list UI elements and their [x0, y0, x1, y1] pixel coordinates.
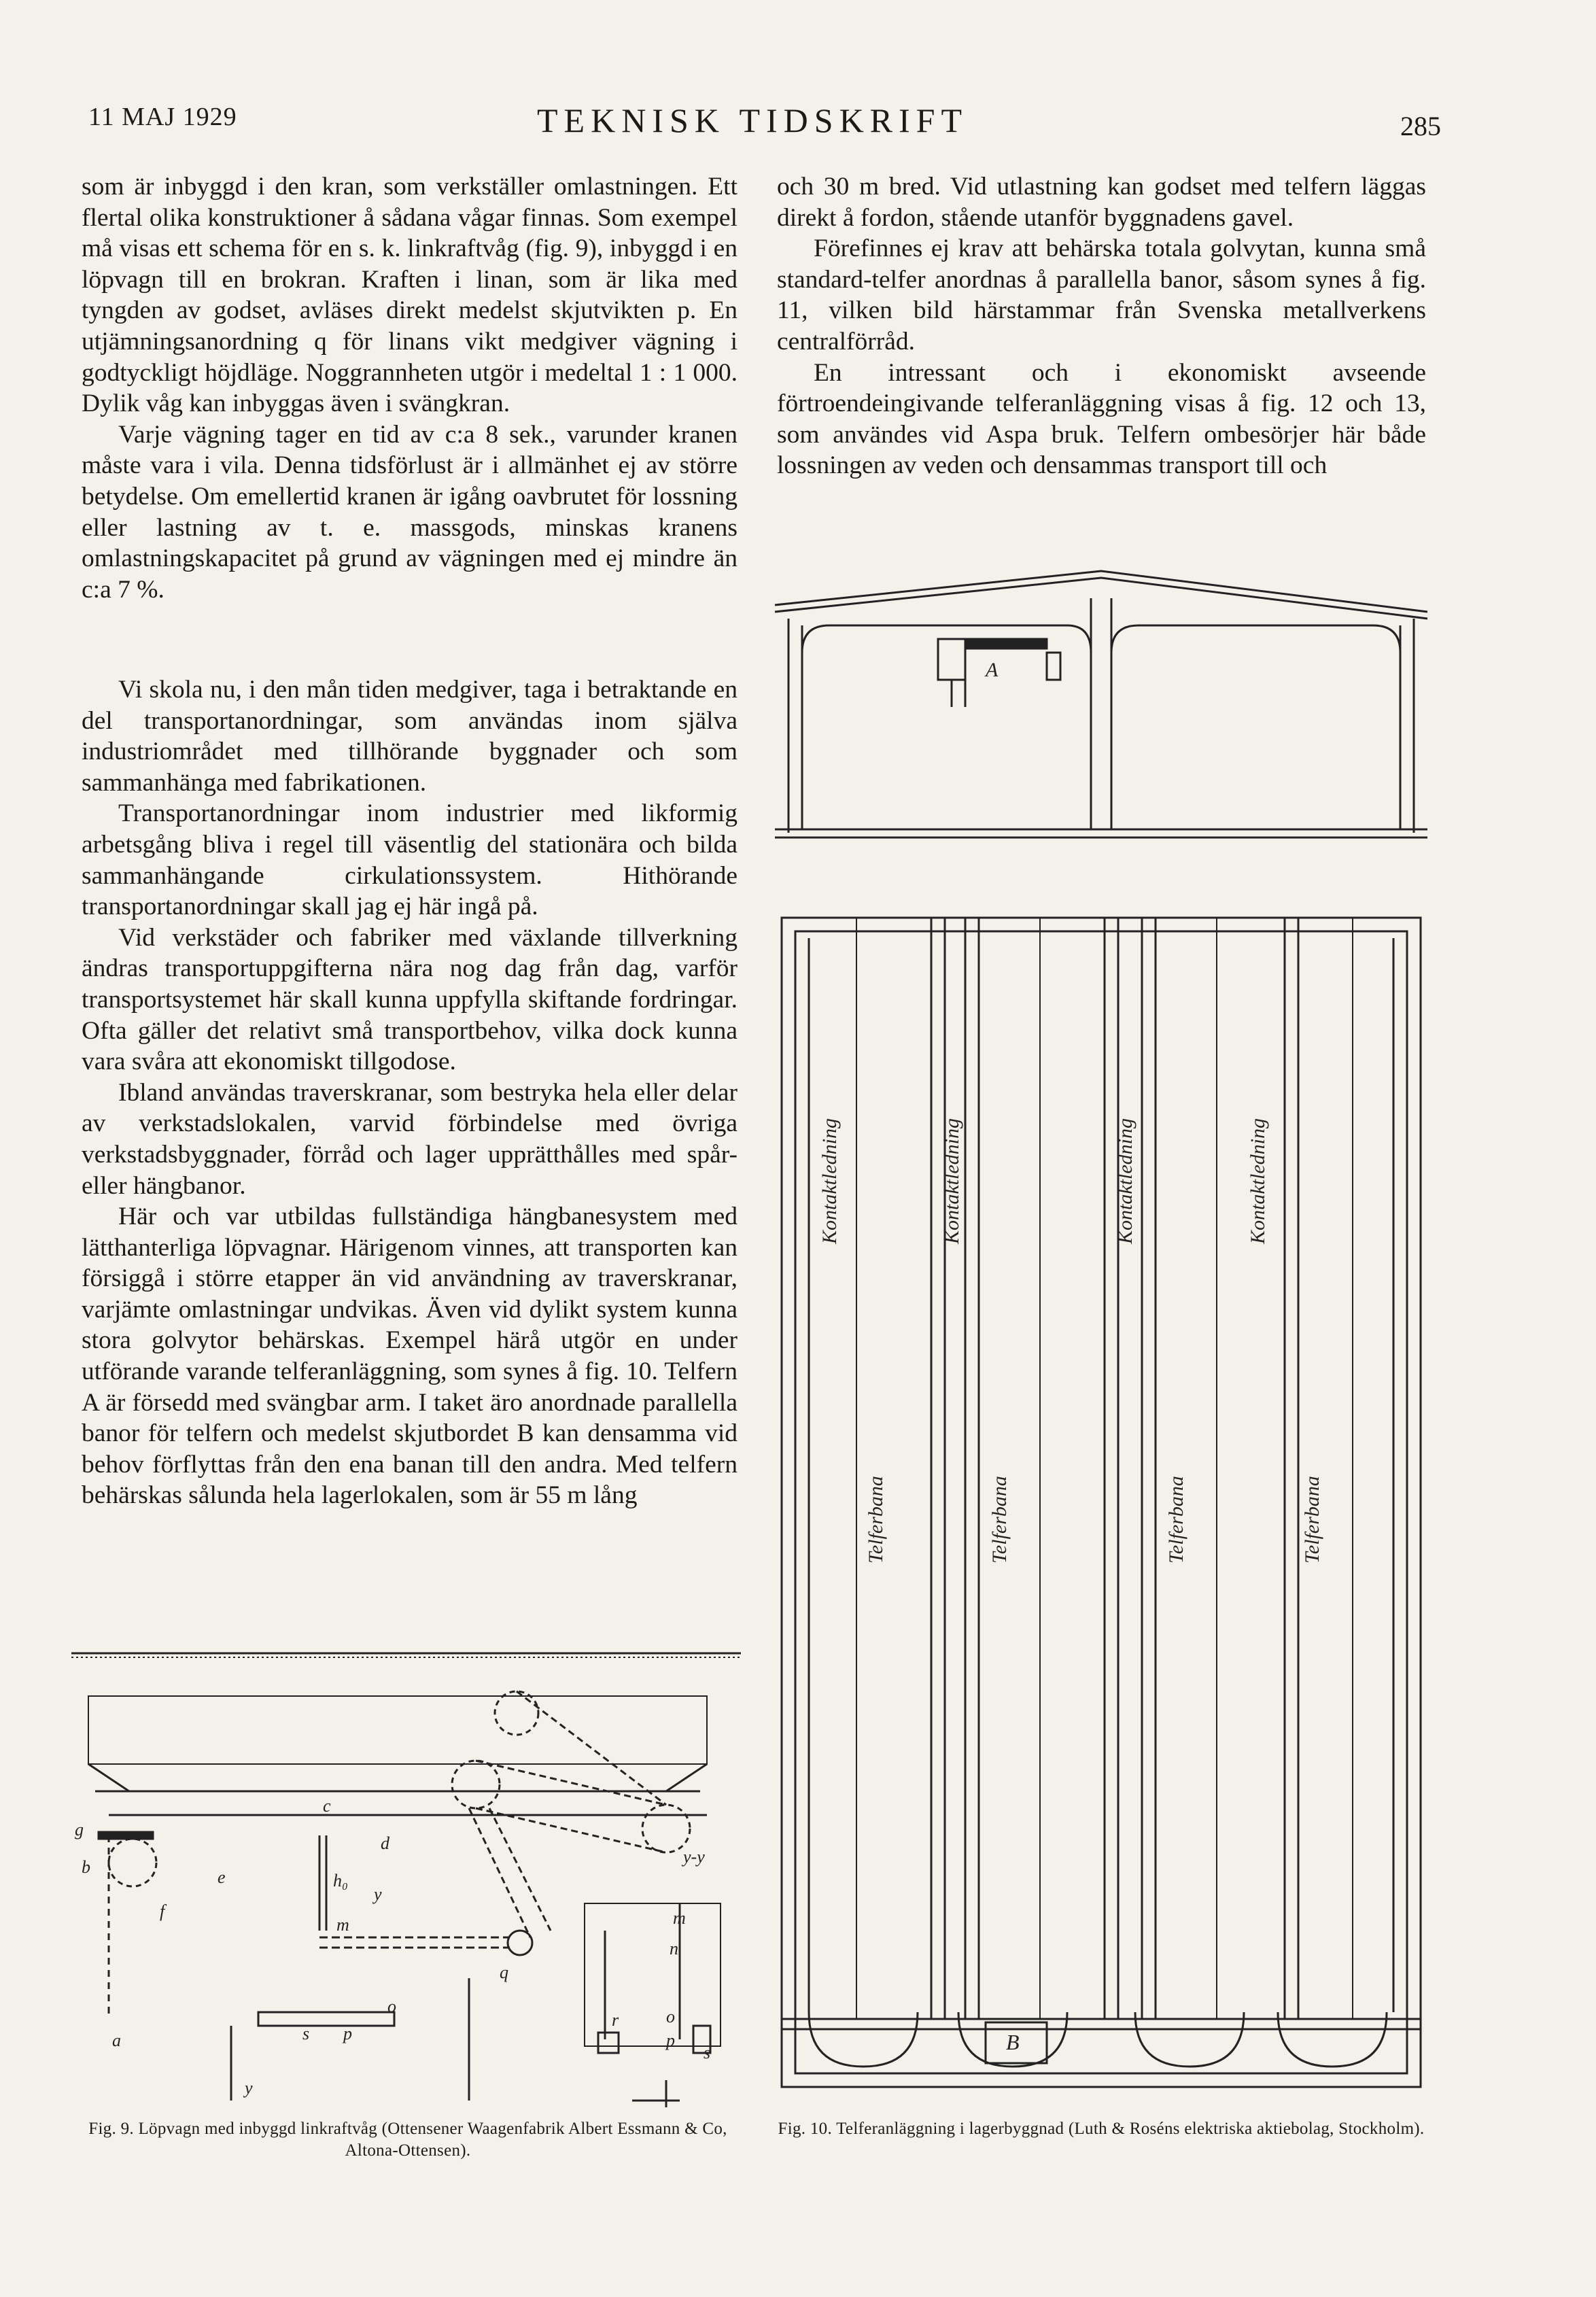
journal-title: TEKNISK TIDSKRIFT [537, 101, 969, 139]
fig10-contact-label: Kontaktledning [818, 1118, 841, 1244]
figure-10-caption: Fig. 10. Telferanläggning i lagerbyggnad (Luth & Roséns elektriska aktiebolag, Stockholm). [778, 2120, 1425, 2138]
paragraph: En intressant och i ekonomiskt avseende förtroendeingivande telferanläggning visas å fig. 12 och 13, som användes vid Aspa bruk. Telfern ombesörjer här både lossningen av veden och densammas transport till och [777, 358, 1426, 480]
fig9-label: c [323, 1796, 331, 1816]
figure-9-drawing [68, 1631, 741, 2107]
paragraph: Transportanordningar inom industrier med likformig arbetsgång bliva i regel till väsentlig del stationära och bilda sammanhängande cirkulationssystem. Hithörande transportanordningar skall jag ej här ingå på. [82, 799, 738, 921]
page-header [88, 102, 1441, 143]
fig9-label: n [670, 1939, 678, 1958]
fig10-contact-label: Kontaktledning [941, 1118, 963, 1244]
fig9-label: q [500, 1963, 508, 1982]
paragraph: som är inbyggd i den kran, som verkställer omlastningen. Ett flertal olika konstruktioner å sådana vågar finnas. Som exempel må visas ett schema för en s. k. linkraftvåg (fig. 9), inbyggd i en löpvagn till en brokran. Kraften i linan, som är lika med tyngden av godset, avläses direkt medelst skjutvikten p. En utjämningsanordning q för linans vikt medgiver vägning i godtyckligt höjdläge. Noggrannheten utgör i medeltal 1 : 1 000. Dylik våg kan inbyggas även i svängkran. [82, 173, 738, 418]
left-column-top [82, 171, 738, 605]
paragraph: och 30 m bred. Vid utlastning kan godset med telfern läggas direkt å fordon, stående utanför byggnadens gavel. [777, 173, 1426, 232]
fig10-section-view [775, 571, 1427, 837]
fig9-label: r [612, 2010, 619, 2030]
paragraph: Varje vägning tager en tid av c:a 8 sek., varunder kranen måste vara i vila. Denna tidsförlust är i allmänhet ej av större betydelse. Om emellertid kranen är igång oavbrutet för lossning eller lastning av t. e. massgods, minskas kranens omlastningskapacitet på grund av vägningen med ej mindre än c:a 7 %. [82, 420, 738, 604]
fig9-label: m [673, 1908, 686, 1928]
fig10-track-label: Telferbana [988, 1476, 1011, 1564]
fig10-label-a: A [986, 659, 999, 681]
fig9-label: e [218, 1867, 226, 1887]
fig9-label: f [160, 1901, 165, 1921]
fig9-label: s [704, 2043, 711, 2062]
paragraph: Vid verkstäder och fabriker med växlande tillverkning ändras transportuppgifterna nära nog dag från dag, varför transportsystemet här skall kunna uppfylla skiftande fordringar. Ofta gäller det relativt små transportbehov, vilka dock kunna vara svåra att ekonomiskt tillgodose. [82, 923, 738, 1076]
fig10-contact-label: Kontaktledning [1247, 1118, 1269, 1244]
paragraph: Förefinnes ej krav att behärska totala golvytan, kunna små standard-telfer anordnas å parallella banor, såsom synes å fig. 11, vilken bild härstammar från Svenska metallverkens centralförråd. [777, 235, 1426, 356]
fig10-track-label: Telferbana [865, 1476, 887, 1564]
figure-9-caption: Fig. 9. Löpvagn med inbyggd linkraftvåg (Ottensener Waagenfabrik Albert Essmann & Co, Altona-Ottensen). [88, 2120, 727, 2160]
fig10-track-label: Telferbana [1165, 1476, 1187, 1564]
fig9-label: y [374, 1884, 382, 1904]
page-number: 285 [1400, 111, 1441, 141]
fig9-label: o [387, 1997, 396, 2016]
fig9-label: p [343, 2024, 352, 2043]
issue-date: 11 MAJ 1929 [88, 103, 237, 131]
fig9-label: b [82, 1857, 90, 1877]
paragraph: Ibland användas traverskranar, som bestryka hela eller delar av verkstadslokalen, varvid förbindelse med övriga verkstadsbyggnader, förråd och lager upprätthålles med spår- eller hängbanor. [82, 1078, 738, 1200]
fig10-label-b: B [1006, 2030, 1020, 2054]
fig10-track-label: Telferbana [1301, 1476, 1323, 1564]
fig9-label: p [666, 2031, 675, 2050]
fig9-label: g [75, 1820, 84, 1840]
paragraph: Vi skola nu, i den mån tiden medgiver, taga i betraktande en del transportanordningar, som användas inom själva industriområdet med tillhörande byggnader och som sammanhänga med fabrikationen. [82, 676, 738, 797]
fig9-label: a [112, 2031, 121, 2050]
fig9-label: y [245, 2078, 253, 2098]
fig9-label: s [302, 2024, 310, 2043]
right-column [777, 171, 1426, 481]
fig9-label: d [381, 1833, 389, 1853]
fig9-label: m [336, 1915, 349, 1935]
fig9-label: h₀ [333, 1871, 349, 1890]
left-column-bottom [82, 674, 738, 1511]
fig9-label: y-y [683, 1847, 705, 1867]
figure-10-drawing [761, 557, 1441, 2107]
paragraph: Här och var utbildas fullständiga hängbanesystem med lätthanterliga löpvagnar. Härigenom vinnes, att transporten kan försiggå i större etapper än vid användning av traverskranar, varjämte omlastningar undvikas. Även vid dylikt system kunna stora golvytor behärskas. Exempel härå utgör en under utförande varande telferanläggning, som synes å fig. 10. Telfern A är försedd med svängbar arm. I taket äro anordnade parallella banor för telfern och medelst skjutbordet B kan densamma vid behov förflyttas från den ena banan till den andra. Med telfern behärskas sålunda hela lagerlokalen, som är 55 m lång [82, 1203, 738, 1510]
fig10-contact-label: Kontaktledning [1114, 1118, 1137, 1244]
fig9-label: o [666, 2007, 675, 2026]
